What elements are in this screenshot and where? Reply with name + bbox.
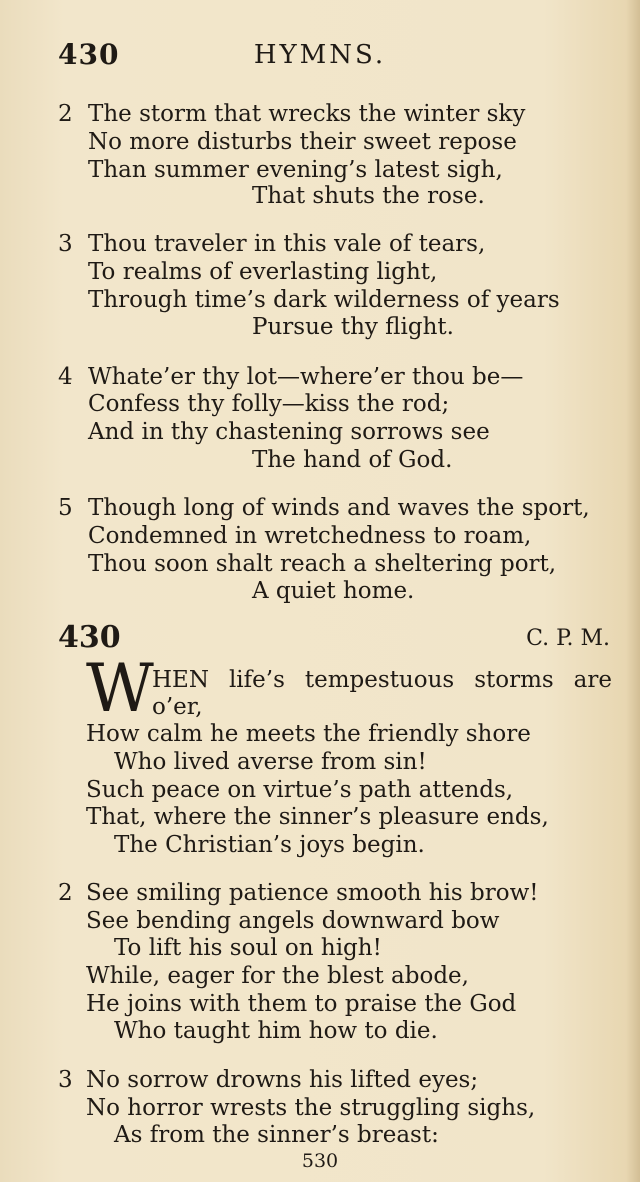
- verse-line: Confess thy folly—kiss the rod;: [88, 391, 450, 417]
- hymn-number: 430: [58, 620, 121, 655]
- verse-line: See bending angels downward bow: [86, 908, 500, 934]
- stanza-number: 2: [58, 101, 73, 127]
- verse-line: As from the sinner’s breast:: [114, 1122, 439, 1148]
- verse-line: o’er,: [152, 694, 203, 720]
- verse-line: Who taught him how to die.: [114, 1018, 438, 1044]
- page-edge-shadow: [626, 0, 640, 1182]
- verse-line: Pursue thy flight.: [252, 314, 454, 340]
- verse-line: A quiet home.: [252, 578, 415, 604]
- drop-cap: W: [86, 650, 154, 727]
- verse-line: Through time’s dark wilderness of years: [88, 287, 560, 313]
- verse-line: Whate’er thy lot—where’er thou be—: [88, 364, 524, 390]
- running-head-title: HYMNS.: [253, 40, 387, 70]
- verse-line: How calm he meets the friendly shore: [86, 721, 531, 747]
- verse-line: HEN life’s tempestuous storms are: [152, 667, 612, 693]
- verse-line: Who lived averse from sin!: [114, 749, 427, 775]
- verse-line: And in thy chastening sorrows see: [88, 419, 490, 445]
- verse-line: Though long of winds and waves the sport,: [88, 495, 590, 521]
- verse-line: Thou soon shalt reach a sheltering port,: [88, 551, 557, 577]
- verse-line: Than summer evening’s latest sigh,: [88, 157, 503, 183]
- verse-line: The hand of God.: [252, 447, 453, 473]
- verse-line: To realms of everlasting light,: [88, 259, 438, 285]
- verse-line: The Christian’s joys begin.: [114, 832, 425, 858]
- running-head-number: 430: [58, 38, 120, 71]
- verse-line: No horror wrests the struggling sighs,: [86, 1095, 536, 1121]
- page-number: 530: [301, 1150, 339, 1172]
- verse-line: That shuts the rose.: [252, 183, 485, 209]
- stanza-number: 2: [58, 880, 73, 906]
- verse-line: No sorrow drowns his lifted eyes;: [86, 1067, 479, 1093]
- verse-line: No more disturbs their sweet repose: [88, 129, 517, 155]
- verse-line: See smiling patience smooth his brow!: [86, 880, 539, 906]
- verse-line: That, where the sinner’s pleasure ends,: [86, 804, 549, 830]
- verse-line: While, eager for the blest abode,: [86, 963, 469, 989]
- hymn-meter: C. P. M.: [526, 626, 610, 651]
- stanza-number: 5: [58, 495, 73, 521]
- verse-line: To lift his soul on high!: [114, 935, 382, 961]
- stanza-number: 3: [58, 231, 73, 257]
- verse-line: He joins with them to praise the God: [86, 991, 517, 1017]
- stanza-number: 4: [58, 364, 73, 390]
- verse-line: Such peace on virtue’s path attends,: [86, 777, 514, 803]
- verse-line: Condemned in wretchedness to roam,: [88, 523, 532, 549]
- stanza-number: 3: [58, 1067, 73, 1093]
- verse-line: The storm that wrecks the winter sky: [88, 101, 526, 127]
- verse-line: Thou traveler in this vale of tears,: [88, 231, 486, 257]
